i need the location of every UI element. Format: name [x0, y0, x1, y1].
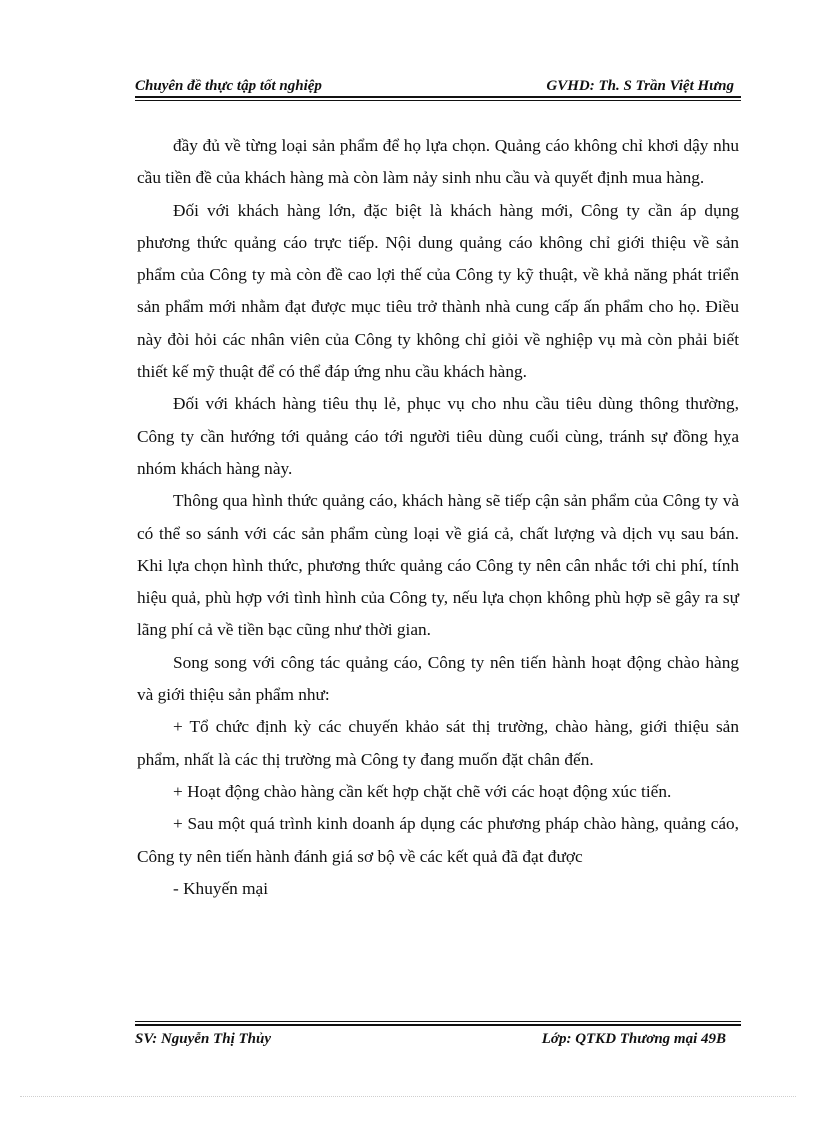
footer-rule-thin: [135, 1021, 741, 1022]
section-item: - Khuyến mại: [173, 878, 269, 898]
bullet-paragraph: + Tổ chức định kỳ các chuyến khảo sát thị trường, chào hàng, giới thiệu sản phẩm, nhất là các thị trường mà Công ty đang muốn đặt chân đến.: [137, 717, 739, 769]
header-rule-thin: [135, 100, 741, 101]
body-paragraph: Đối với khách hàng tiêu thụ lẻ, phục vụ cho nhu cầu tiêu dùng thông thường, Công ty cần hướng tới quảng cáo tới người tiêu dùng cuối cùng, tránh sự đồng hỵa nhóm khách hàng này.: [137, 394, 739, 478]
page-body: [137, 130, 739, 905]
footer-class: Lớp: QTKD Thương mại 49B: [541, 1031, 726, 1047]
page-edge-divider: [20, 1096, 796, 1097]
footer-student: SV: Nguyễn Thị Thủy: [135, 1031, 271, 1047]
body-paragraph: đầy đủ về từng loại sản phẩm để họ lựa chọn. Quảng cáo không chỉ khơi dậy nhu cầu tiền đề của khách hàng mà còn làm nảy sinh nhu cầu và quyết định mua hàng.: [137, 136, 739, 188]
page-footer: [135, 1029, 740, 1051]
page-header: [135, 76, 740, 98]
body-paragraph: Đối với khách hàng lớn, đặc biệt là khách hàng mới, Công ty cần áp dụng phương thức quảng cáo trực tiếp. Nội dung quảng cáo không chỉ giới thiệu về sản phẩm của Công ty mà còn đề cao lợi thế của Công ty kỹ thuật, về khả năng phát triển sản phẩm mới nhằm đạt được mục tiêu trở thành nhà cung cấp ấn phẩm cho họ. Điều này đòi hỏi các nhân viên của Công ty không chỉ giỏi về nghiệp vụ mà còn phải biết thiết kế mỹ thuật để có thể đáp ứng nhu cầu khách hàng.: [137, 200, 739, 382]
header-advisor: GVHD: Th. S Trần Việt Hưng: [546, 78, 734, 94]
footer-rule-thick: [135, 1024, 741, 1026]
header-rule-thick: [135, 96, 741, 98]
bullet-paragraph: + Sau một quá trình kinh doanh áp dụng các phương pháp chào hàng, quảng cáo, Công ty nên tiến hành đánh giá sơ bộ về các kết quả đã đạt được: [137, 814, 739, 866]
body-paragraph: Thông qua hình thức quảng cáo, khách hàng sẽ tiếp cận sản phẩm của Công ty và có thể so sánh với các sản phẩm cùng loại về giá cả, chất lượng và dịch vụ sau bán. Khi lựa chọn hình thức, phương thức quảng cáo Công ty nên cân nhắc tới chi phí, tính hiệu quả, phù hợp với tình hình của Công ty, nếu lựa chọn không phù hợp sẽ gây ra sự lãng phí cả về tiền bạc cũng như thời gian.: [137, 491, 739, 640]
header-document-title: Chuyên đề thực tập tốt nghiệp: [135, 78, 322, 94]
bullet-paragraph: + Hoạt động chào hàng cần kết hợp chặt chẽ với các hoạt động xúc tiến.: [173, 781, 672, 801]
body-paragraph: Song song với công tác quảng cáo, Công ty nên tiến hành hoạt động chào hàng và giới thiệu sản phẩm như:: [137, 652, 739, 705]
